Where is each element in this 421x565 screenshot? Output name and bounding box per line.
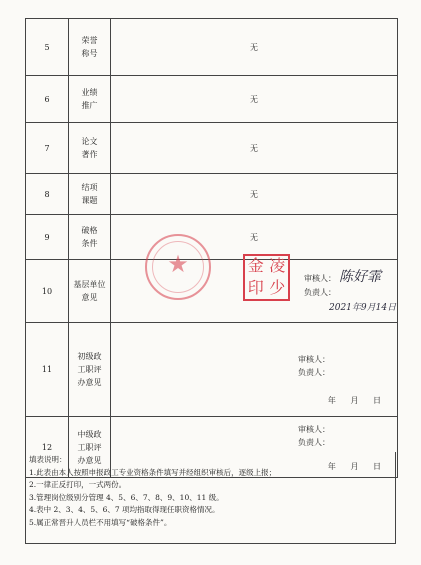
row-label: 论文 著作 bbox=[69, 123, 111, 174]
table-row bbox=[26, 260, 398, 323]
responsible-label: 负责人： bbox=[304, 288, 336, 297]
instruction-item: 5.属正常晋升人员栏不用填写“破格条件”。 bbox=[29, 517, 172, 527]
form-sheet bbox=[25, 18, 398, 545]
row-value: 无 bbox=[111, 76, 398, 123]
date-blank: 年 月 日 bbox=[327, 396, 387, 405]
row-value: 无 bbox=[111, 123, 398, 174]
row-label: 基层单位 意见 bbox=[69, 260, 111, 323]
row-label: 中级政 工职评 办意见 bbox=[69, 417, 111, 478]
reviewer-label: 审核人： bbox=[304, 274, 336, 283]
table-row bbox=[26, 19, 398, 76]
row-number: 11 bbox=[26, 323, 69, 417]
row-number: 9 bbox=[26, 215, 69, 260]
instructions-box bbox=[25, 452, 396, 544]
row-label: 业绩 推广 bbox=[69, 76, 111, 123]
row-label: 结项 课题 bbox=[69, 174, 111, 215]
instruction-item: 3.管理岗位级别分管理 4、5、6、7、8、9、10、11 级。 bbox=[29, 492, 224, 502]
handwritten-date: 2021年9月14日 bbox=[329, 303, 397, 313]
reviewer-label: 审核人： bbox=[298, 425, 330, 434]
row-value: 无 bbox=[111, 19, 398, 76]
square-name-seal: 金 凌 印 少 bbox=[243, 254, 290, 301]
row-label: 破格 条件 bbox=[69, 215, 111, 260]
instruction-item: 4.表中 2、3、4、5、6、7 项均指取得现任职资格情况。 bbox=[29, 505, 220, 514]
row-number: 5 bbox=[26, 19, 69, 76]
star-icon: ★ bbox=[167, 250, 189, 278]
instruction-item: 1.此表由本人按照申报政工专业资格条件填写并经组织审核后，逐级上报； bbox=[29, 467, 277, 477]
evaluation-table bbox=[25, 18, 398, 478]
date-blank: 年 月 日 bbox=[327, 462, 387, 471]
row-number: 6 bbox=[26, 76, 69, 123]
row-value bbox=[111, 323, 398, 417]
responsible-label: 负责人： bbox=[298, 438, 330, 447]
table-row bbox=[26, 215, 398, 260]
row-value: 无 bbox=[111, 215, 398, 260]
table-row bbox=[26, 323, 398, 417]
handwritten-signature: 陈好霏 bbox=[339, 269, 381, 285]
row-number: 12 bbox=[26, 417, 69, 478]
table-row bbox=[26, 76, 398, 123]
table-row bbox=[26, 123, 398, 174]
row-number: 7 bbox=[26, 123, 69, 174]
reviewer-label: 审核人： bbox=[298, 355, 330, 364]
responsible-label: 负责人： bbox=[298, 368, 330, 377]
row-label: 荣誉 称号 bbox=[69, 19, 111, 76]
instructions-title: 填表说明： bbox=[29, 455, 67, 464]
instruction-item: 2.一律正反打印，一式两份。 bbox=[29, 480, 127, 489]
row-label: 初级政 工职评 办意见 bbox=[69, 323, 111, 417]
row-value: 无 bbox=[111, 174, 398, 215]
table-row bbox=[26, 174, 398, 215]
row-number: 10 bbox=[26, 260, 69, 323]
row-number: 8 bbox=[26, 174, 69, 215]
round-red-seal bbox=[145, 234, 211, 300]
